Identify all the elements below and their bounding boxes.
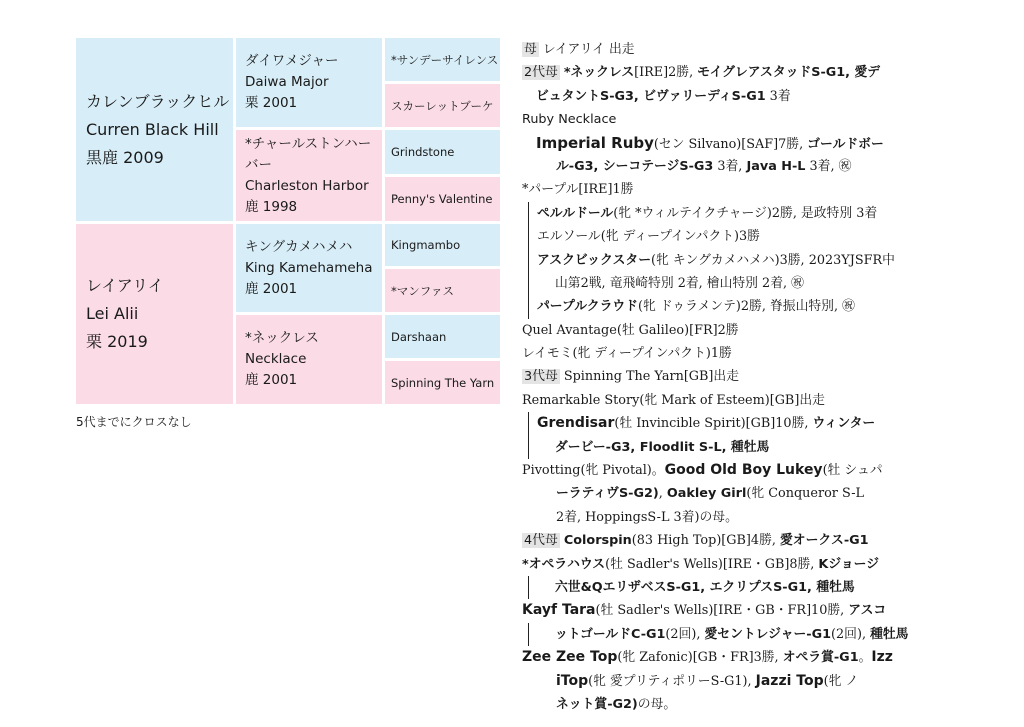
horse-name: Oakley Girl — [666, 486, 747, 502]
sire-info: 黒鹿 2009 — [86, 147, 164, 167]
text: 3着, — [713, 158, 747, 174]
dam-name-ja: レイアリイ — [86, 276, 164, 295]
dam-sire-cell — [236, 224, 382, 312]
cross-note: 5代までにクロスなし — [76, 415, 192, 429]
text: 。 — [858, 650, 872, 666]
horse-name: アスクビックスター — [537, 252, 652, 268]
race-wins: 愛オークス-G1 — [780, 533, 869, 549]
race-wins: ビュタントS-G3, ビヴァリーディS-G1 — [536, 88, 766, 104]
dam-info: 栗 2019 — [86, 332, 148, 351]
family-line — [522, 155, 952, 178]
text: (牝 Conqueror S-L — [746, 486, 865, 502]
family-line — [522, 178, 952, 201]
gen3-cell — [385, 130, 500, 174]
text: (牝 *ウィルテイクチャージ)2勝, 是政特別 3着 — [613, 205, 878, 221]
race-wins: モイグレアスタッドS-G1, 愛デ — [697, 65, 881, 81]
race-wins: 六世&QエリザベスS-G1, エクリプスS-G1, 種牡馬 — [555, 579, 855, 595]
family-line — [522, 319, 952, 342]
text: 山第2戦, 竜飛崎特別 2着, 檜山特別 2着, ㊗ — [555, 275, 804, 291]
family-line — [522, 132, 952, 155]
dam-sire-name-ja: キングカメハメハ — [245, 238, 353, 255]
family-line — [522, 506, 952, 529]
race-wins: ットゴールドC-G1 — [555, 626, 666, 642]
sire-sire-cell — [236, 38, 382, 127]
family-line — [522, 599, 952, 622]
family-line — [528, 576, 952, 599]
text: [IRE]2勝, — [634, 65, 698, 81]
gen3-cell — [385, 177, 500, 221]
horse-name: Good Old Boy Lukey — [664, 462, 823, 479]
horse-name: Izz — [871, 649, 893, 666]
text: の母。 — [637, 696, 677, 712]
generation-label: 4代母 — [524, 533, 558, 549]
family-line — [522, 529, 952, 552]
text: レイモミ(牝 ディープインパクト)1勝 — [522, 346, 732, 362]
text: 3着 — [765, 88, 791, 104]
dam-dam-cell — [236, 315, 382, 404]
dam-sire-name-en: King Kamehameha — [245, 259, 373, 276]
family-line — [528, 272, 952, 295]
text: Spinning The Yarn[GB]出走 — [563, 369, 740, 385]
text: (2回), — [665, 626, 705, 642]
race-wins: 種牡馬 — [870, 626, 909, 642]
family-line — [528, 412, 952, 435]
family-line — [528, 436, 952, 459]
family-line — [522, 61, 952, 84]
horse-name: *オペラハウス — [522, 556, 606, 572]
dam-cell — [76, 224, 233, 404]
horse-name: Colorspin — [563, 533, 632, 549]
gen3-name: Darshaan — [391, 329, 447, 344]
gen3-name: Grindstone — [391, 145, 455, 159]
dam-dam-info: 鹿 2001 — [245, 372, 298, 388]
family-line — [522, 85, 952, 108]
family-line — [522, 693, 952, 716]
generation-label: 母 — [524, 42, 537, 57]
family-line — [522, 553, 952, 576]
dam-sire-info: 鹿 2001 — [245, 280, 298, 297]
horse-name: *ネックレス — [563, 65, 635, 81]
horse-name: Zee Zee Top — [522, 649, 618, 666]
sire-dam-info: 鹿 1998 — [245, 198, 298, 215]
text: (牡 Sadler's Wells)[IRE・GB・FR]10勝, — [595, 603, 849, 619]
race-wins: オペラ賞-G1 — [782, 650, 859, 666]
family-line — [522, 365, 952, 388]
race-wins: Java H-L — [746, 158, 806, 174]
dam-dam-name-ja: *ネックレス — [245, 330, 319, 346]
text: Pivotting(牝 Pivotal)。 — [522, 463, 665, 479]
sire-sire-name-en: Daiwa Major — [245, 74, 329, 90]
text: レイアリイ 出走 — [542, 42, 635, 57]
gen3-name: *マンファス — [391, 283, 455, 298]
sire-sire-name-ja: ダイワメジャー — [245, 53, 339, 69]
family-line — [522, 342, 952, 365]
text: (牡 Sadler's Wells)[IRE・GB]8勝, — [605, 556, 819, 572]
horse-name: iTop — [556, 672, 589, 689]
gen3-name: スカーレットブーケ — [391, 98, 494, 113]
dam-name-en: Lei Alii — [86, 304, 139, 323]
race-wins: ネット賞-G2) — [556, 696, 638, 712]
family-line — [522, 646, 952, 669]
generation-label: 3代母 — [524, 369, 558, 385]
text: (牝 Zafonic)[GB・FR]3勝, — [617, 650, 783, 666]
family-line — [528, 225, 952, 248]
sire-cell — [76, 38, 233, 221]
gen3-cell — [385, 84, 500, 127]
text: (83 High Top)[GB]4勝, — [631, 533, 780, 549]
race-wins: 愛セントレジャー-G1 — [704, 626, 832, 642]
family-line — [522, 38, 952, 61]
horse-name: ペルルドール — [537, 205, 614, 221]
family-line — [522, 389, 952, 412]
gen3-cell — [385, 224, 500, 266]
gen3-name: Penny's Valentine — [391, 192, 493, 206]
gen3-name: *サンデーサイレンス — [391, 52, 499, 67]
gen3-cell — [385, 269, 500, 312]
text: (2回), — [831, 626, 871, 642]
family-line — [522, 459, 952, 482]
text: Quel Avantage(牡 Galileo)[FR]2勝 — [522, 322, 739, 338]
text: 3着, ㊗ — [805, 158, 852, 174]
horse-name: Grendisar — [537, 415, 615, 432]
text: (牡 Invincible Spirit)[GB]10勝, — [614, 416, 813, 432]
text: (牝 愛プリティポリーS-G1), — [588, 673, 756, 689]
gen3-name: Spinning The Yarn — [391, 375, 495, 390]
gen3-cell — [385, 315, 500, 358]
generation-label: 2代母 — [524, 65, 558, 81]
sire-dam-cell — [236, 130, 382, 221]
race-wins: ゴールドボー — [807, 136, 884, 152]
sire-dam-name-ja: *チャールストンハーバー — [245, 135, 372, 173]
race-wins: ーラティヴS-G2) — [556, 486, 659, 502]
text: , — [658, 486, 667, 502]
text: (牝 ノ — [823, 673, 859, 689]
race-wins: ダービー-G3, Floodlit S-L, 種牡馬 — [555, 439, 770, 455]
dam-dam-name-en: Necklace — [245, 351, 307, 367]
sire-dam-name-en: Charleston Harbor — [245, 177, 369, 194]
text: (牡 シュパ — [822, 463, 883, 479]
text: エルソール(牝 ディープインパクト)3勝 — [537, 229, 760, 245]
family-line — [528, 249, 952, 272]
horse-name: パープルクラウド — [537, 299, 638, 315]
horse-name: Imperial Ruby — [536, 133, 654, 152]
gen3-cell — [385, 38, 500, 81]
family-notes — [522, 38, 952, 716]
family-line — [522, 108, 952, 131]
family-line — [528, 295, 952, 318]
text: (牝 キングカメハメハ)3勝, 2023YJSFR中 — [651, 252, 895, 268]
text: (牝 ドゥラメンテ)2勝, 脊振山特別, ㊗ — [637, 299, 855, 315]
race-wins: Kジョージ — [818, 556, 880, 572]
text: Remarkable Story(牝 Mark of Esteem)[GB]出走 — [522, 392, 825, 408]
race-wins: ウィンター — [812, 416, 876, 432]
family-line — [528, 202, 952, 225]
gen3-name: Kingmambo — [391, 238, 461, 252]
horse-name: Ruby Necklace — [522, 112, 617, 128]
gen3-cell — [385, 361, 500, 404]
horse-name: Jazzi Top — [755, 672, 824, 689]
sire-name-ja: カレンブラックヒル — [86, 91, 230, 111]
family-line — [522, 670, 952, 693]
text: *パープル[IRE]1勝 — [522, 182, 634, 198]
text: (セン Silvano)[SAF]7勝, — [653, 136, 808, 152]
sire-name-en: Curren Black Hill — [86, 119, 219, 139]
race-wins: ル-G3, シーコテージS-G3 — [556, 158, 714, 174]
text: 2着, HoppingsS-L 3着)の母。 — [556, 509, 738, 525]
sire-sire-info: 栗 2001 — [245, 95, 298, 111]
family-line — [528, 623, 952, 646]
family-line — [522, 482, 952, 505]
race-wins: アスコ — [848, 603, 887, 619]
horse-name: Kayf Tara — [522, 602, 596, 619]
